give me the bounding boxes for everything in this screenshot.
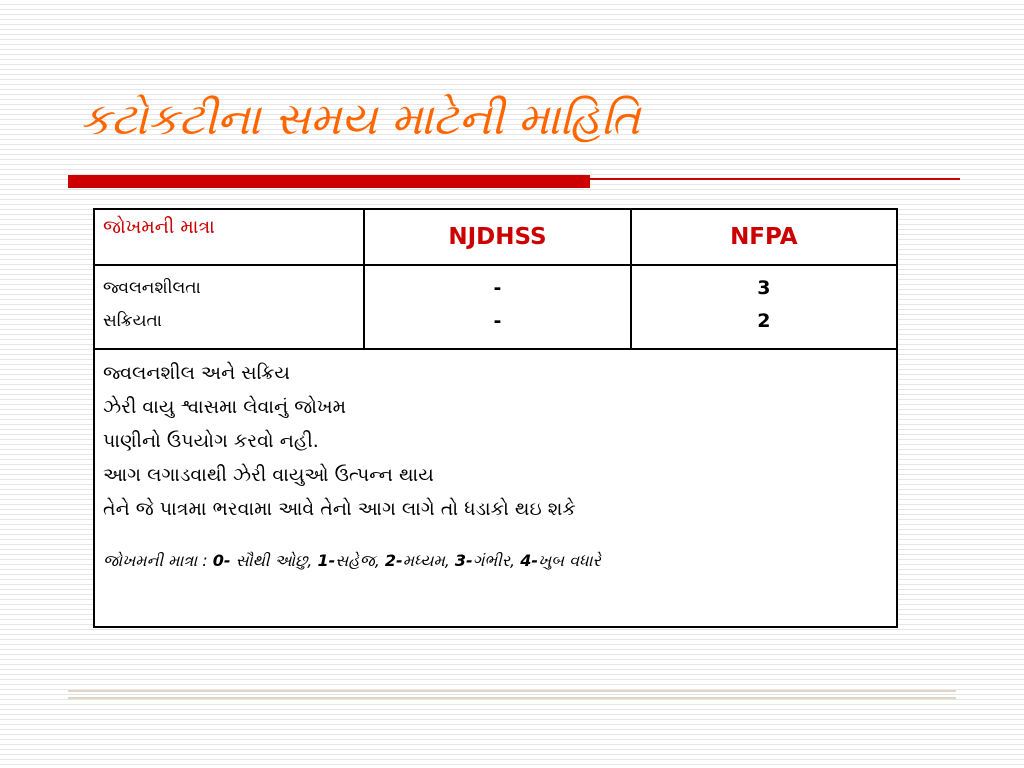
legend-text-2: મધ્યમ, [402, 551, 455, 570]
table-notes-row [94, 349, 897, 627]
nfpa-values-cell [631, 265, 897, 349]
legend-text-0: સૌથી ઓછુ, [230, 551, 318, 570]
nfpa-reactivity-value: 2 [757, 310, 771, 332]
header-njdhss: NJDHSS [364, 209, 630, 265]
table-header-row [94, 209, 897, 265]
header-hazard-level-label: જોખમની માત્રા [94, 209, 364, 265]
legend-prefix: જોખમની માત્રા : [103, 551, 213, 570]
nfpa-flammability-value: 3 [757, 277, 771, 299]
row-label-reactivity: સક્રિયતા [103, 311, 162, 331]
title-underline-thick [68, 175, 590, 188]
legend-text-3: ગંભીર, [472, 551, 521, 570]
njdhss-flammability-value: - [493, 277, 502, 299]
title-underline-thin [590, 178, 960, 180]
notes-cell [94, 349, 897, 627]
legend-text-4: ખુબ વધારે [537, 551, 601, 570]
note-line: જ્વલનશીલ અને સક્રિય [103, 362, 290, 384]
footer-rule-bottom [68, 697, 956, 699]
note-line: ઝેરી વાયુ શ્વાસમા લેવાનું જોખમ [103, 396, 347, 418]
note-line: તેને જે પાત્રમા ભરવામા આવે તેનો આગ લાગે તો ધડાકો થઇ શકે [103, 498, 576, 520]
legend-num-0: 0- [212, 551, 231, 570]
njdhss-values-cell [364, 265, 630, 349]
row-labels-cell [94, 265, 364, 349]
hazard-table [93, 208, 898, 628]
legend-num-2: 2- [384, 551, 403, 570]
njdhss-reactivity-value: - [493, 310, 502, 332]
header-nfpa: NFPA [631, 209, 897, 265]
note-line: આગ લગાડવાથી ઝેરી વાયુઓ ઉત્પન્ન થાય [103, 464, 434, 486]
hazard-scale-legend [103, 546, 888, 576]
slide-title: કટોકટીના સમય માટેની માહિતિ [80, 94, 641, 145]
legend-num-1: 1- [317, 551, 336, 570]
row-label-flammability: જ્વલનશીલતા [103, 278, 201, 298]
legend-num-3: 3- [454, 551, 473, 570]
table-values-row [94, 265, 897, 349]
legend-text-1: સહેજ, [335, 551, 385, 570]
legend-num-4: 4- [520, 551, 538, 570]
footer-rule-top [68, 690, 956, 692]
note-line: પાણીનો ઉપયોગ કરવો નહી. [103, 430, 319, 452]
